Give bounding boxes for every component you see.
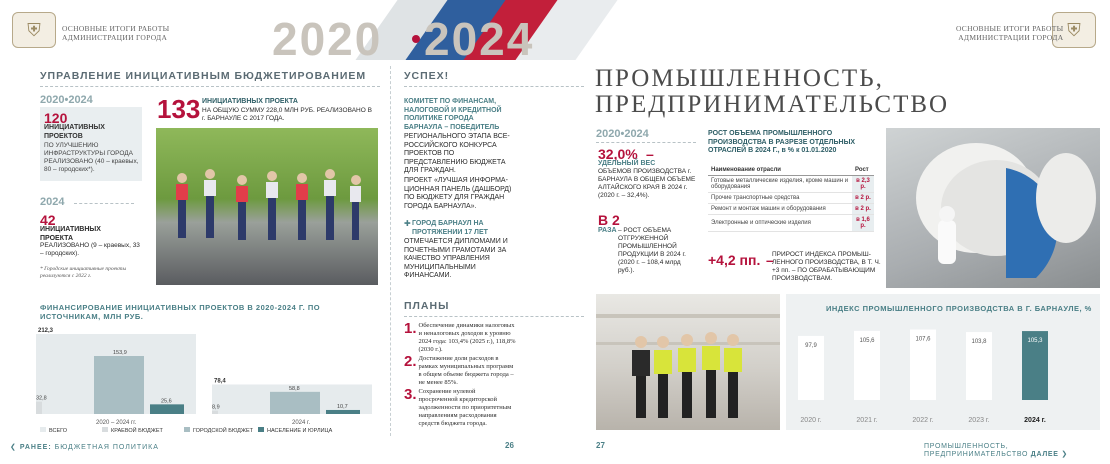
year-dot — [412, 35, 420, 43]
bar-КРАЕВОЙ БЮДЖЕТ — [212, 411, 218, 414]
photo-workers — [596, 294, 780, 430]
bar-total-label: 212,3 — [38, 328, 54, 334]
stat-133-text: НА ОБЩУЮ СУММУ 228,0 МЛН РУБ. РЕАЛИЗОВАНО В г. БАРНАУЛЕ С 2017 ГОДА. — [202, 107, 372, 122]
fin-chart — [34, 326, 374, 436]
success-p1: КОМИТЕТ ПО ФИНАНСАМ, НАЛОГОВОЙ И КРЕДИТНОЙ ПОЛИТИКЕ ГОРОДА БАРНАУЛА – ПОБЕДИТЕЛЬ — [404, 98, 502, 131]
bar-ГОРОДСКОЙ БЮДЖЕТ — [270, 392, 320, 414]
index-year-label: 2024 г. — [1024, 417, 1046, 424]
share-text: ОБЪЕМОВ ПРОИЗВОДСТВА г. БАРНАУЛА В ОБЩЕМ ОБЪЕМЕ АЛТАЙСКОГО КРАЯ В 2024 г. (2020 г. – 32,4%). — [598, 168, 696, 199]
workers-illustration — [596, 294, 780, 430]
bar-total-label: 78,4 — [214, 378, 226, 385]
table-row: Готовые металлические изделия, кроме машин и оборудования в 2,3 р. — [708, 176, 874, 193]
bar-label: 10,7 — [337, 403, 348, 410]
footer-prev-link[interactable]: ❮ РАНЕЕ: БЮДЖЕТНАЯ ПОЛИТИКА — [10, 444, 159, 451]
success-p3a: ГОРОД БАРНАУЛ НА ПРОТЯЖЕНИИ 17 ЛЕТ — [412, 220, 488, 236]
page-number-right: 27 — [596, 441, 605, 450]
stat-133-number: 133 — [157, 94, 201, 124]
industry-table — [708, 165, 874, 232]
index-bar-label: 97,9 — [805, 342, 817, 349]
legend-label: КРАЕВОЙ БЮДЖЕТ — [111, 428, 163, 434]
header-caption-left: ОСНОВНЫЕ ИТОГИ РАБОТЫ АДМИНИСТРАЦИИ ГОРОДА — [62, 24, 170, 42]
stat-42-label: ИНИЦИАТИВНЫХ ПРОЕКТА — [40, 226, 101, 242]
industry-table-title: РОСТ ОБЪЕМА ПРОМЫШЛЕННОГО ПРОИЗВОДСТВА В РАЗРЕЗЕ ОТДЕЛЬНЫХ ОТРАСЛЕЙ В 2024 Г., в % к 01.01.2020 — [708, 130, 856, 155]
legend-swatch — [102, 427, 108, 432]
success-title: УСПЕХ! — [404, 70, 450, 82]
header-caption-right: ОСНОВНЫЕ ИТОГИ РАБОТЫ АДМИНИСТРАЦИИ ГОРОДА — [956, 24, 1064, 42]
photo-factory — [886, 128, 1100, 288]
period-2020-2024: 2020•2024 — [40, 94, 93, 106]
arrow-left-icon: ❮ — [10, 444, 20, 451]
section-title-initiative: УПРАВЛЕНИЕ ИНИЦИАТИВНЫМ БЮДЖЕТИРОВАНИЕМ — [40, 70, 367, 82]
index-chart — [786, 316, 1100, 428]
index-chart-title: ИНДЕКС ПРОМЫШЛЕННОГО ПРОИЗВОДСТВА В Г. БАРНАУЛЕ, % — [826, 304, 1092, 313]
footer-next-link[interactable]: ПРОМЫШЛЕННОСТЬ, ПРЕДПРИНИМАТЕЛЬСТВО ДАЛЕЕ ❯ — [924, 443, 1068, 458]
table-row: Ремонт и монтаж машин и оборудования в 2 р. — [708, 204, 874, 215]
growth-number: +4,2 пп. — [708, 252, 761, 268]
index-year-label: 2020 г. — [800, 417, 822, 424]
plans-list — [404, 322, 516, 428]
index-year-label: 2021 г. — [856, 417, 878, 424]
stat-42-number: 42 — [40, 212, 56, 228]
times-text: – РОСТ ОБЪЕМА ОТГРУЖЕННОЙ ПРОМЫШЛЕННОЙ ПРОДУКЦИИ В 2024 г. (2020 г. – 108,4 млрд руб.). — [618, 227, 686, 274]
plan-item-3: 3. Сохранение нулевой просроченной кредиторской задолженности по приоритетным направлениям расходования средств бюджета города. — [404, 386, 512, 427]
stat-133-label: ИНИЦИАТИВНЫХ ПРОЕКТА — [202, 98, 298, 105]
legend-label: НАСЕЛЕНИЕ И ЮРЛИЦА — [267, 428, 333, 434]
th-industry: Наименование отрасли — [708, 165, 852, 176]
table-row: Электронные и оптические изделия в 1,6 р. — [708, 215, 874, 232]
bar-label: 32,8 — [36, 395, 47, 402]
fin-chart-title: ФИНАНСИРОВАНИЕ ИНИЦИАТИВНЫХ ПРОЕКТОВ В 2020-2024 Г. ПО ИСТОЧНИКАМ, МЛН РУБ. — [40, 303, 321, 321]
years-banner — [0, 0, 1110, 60]
stat-120-label: ИНИЦИАТИВНЫХ ПРОЕКТОВ — [44, 124, 105, 140]
share-label: УДЕЛЬНЫЙ ВЕС — [598, 160, 656, 167]
bar-НАСЕЛЕНИЕ И ЮРЛИЦА — [150, 404, 184, 414]
period-right: 2020•2024 — [596, 128, 649, 140]
big-year-end: 2024 — [424, 13, 535, 60]
stat-120-number: 120 — [44, 110, 68, 126]
growth-dash: – — [766, 252, 774, 268]
index-bar-label: 105,6 — [859, 337, 875, 344]
index-bar-label: 107,6 — [915, 336, 931, 343]
share-dash: – — [646, 146, 654, 162]
legend-swatch — [258, 427, 264, 432]
stat-42-text: РЕАЛИЗОВАНО (9 – краевых, 33 – городских). — [40, 242, 140, 257]
period-2024: 2024 — [40, 196, 65, 208]
plan-item-1: 1. Обеспечение динамики налоговых и неналоговых доходов к уровню 2024 года: 103,4% (2025 г.), 118,8% (2030 г.). — [404, 320, 516, 353]
legend-label: ВСЕГО — [49, 428, 68, 434]
plan-item-2: 2. Достижение доли расходов в рамках муниципальных программ в общем объеме бюджета города – не менее 85%. — [404, 353, 514, 386]
bar-label: 8,9 — [212, 404, 220, 411]
success-p1b: РЕГИОНАЛЬНОГО ЭТАПА ВСЕ-РОССИЙСКОГО КОНКУРСА ПРОЕКТОВ ПО ПРЕДСТАВЛЕНИЮ БЮДЖЕТА ДЛЯ ГРАЖДАН. — [404, 133, 510, 175]
legend-swatch — [184, 427, 190, 432]
footnote: * Городские инициативные проекты реализуются с 2022 г. — [40, 266, 127, 279]
photo-exercise — [156, 128, 378, 285]
stat-120-text: ПО УЛУЧШЕНИЮ ИНФРАСТРУКТУРЫ ГОРОДА РЕАЛИЗОВАНО (40 – краевых, 80 – городских*). — [44, 142, 139, 173]
plans-title: ПЛАНЫ — [404, 300, 450, 312]
th-growth: Рост — [852, 165, 874, 176]
factory-machine-illustration — [886, 128, 1100, 288]
bar-КРАЕВОЙ БЮДЖЕТ — [36, 402, 42, 414]
index-bar-label: 103,8 — [971, 339, 987, 346]
category-label: 2024 г. — [292, 420, 311, 426]
city-emblem-left: ⛨ — [12, 12, 56, 48]
share-number: 32,0% — [598, 146, 638, 162]
index-year-label: 2023 г. — [968, 417, 990, 424]
index-bar-label: 105,3 — [1027, 338, 1043, 345]
bar-НАСЕЛЕНИЕ И ЮРЛИЦА — [326, 410, 360, 414]
bar-label: 58,8 — [289, 385, 300, 392]
star-icon: ✚ — [404, 219, 411, 228]
growth-text: ПРИРОСТ ИНДЕКСА ПРОМЫШ-ЛЕННОГО ПРОИЗВОДСТВА, В Т. Ч. +3 пп. – ПО ОБРАБАТЫВАЮЩИМ ПРОИЗВОДСТВАМ. — [772, 251, 881, 282]
bar-ГОРОДСКОЙ БЮДЖЕТ — [94, 356, 144, 414]
page-title: ПРОМЫШЛЕННОСТЬ, ПРЕДПРИНИМАТЕЛЬСТВО — [595, 65, 950, 118]
times-label: РАЗА — [598, 227, 617, 234]
arrow-right-icon: ❯ — [1058, 451, 1068, 458]
page-number-left: 26 — [505, 441, 514, 450]
table-row: Прочие транспортные средства в 2 р. — [708, 193, 874, 204]
index-year-label: 2022 г. — [912, 417, 934, 424]
times-number: В 2 — [598, 212, 620, 228]
legend-swatch — [40, 427, 46, 432]
bar-label: 153,9 — [113, 350, 127, 357]
people-exercise-illustration — [156, 128, 378, 285]
success-p2: ПРОЕКТ «ЛУЧШАЯ ИНФОРМА-ЦИОННАЯ ПАНЕЛЬ (ДАШБОРД) ПО БЮДЖЕТУ ДЛЯ ГРАЖДАН ГОРОДА БАРНАУЛА». — [404, 177, 512, 210]
category-label: 2020 – 2024 гг. — [96, 420, 137, 426]
big-year-start: 2020 — [272, 13, 383, 60]
legend-label: ГОРОДСКОЙ БЮДЖЕТ — [193, 428, 254, 434]
success-p3b: ОТМЕЧАЕТСЯ ДИПЛОМАМИ И ПОЧЕТНЫМИ ГРАМОТАМИ ЗА КАЧЕСТВО УПРАВЛЕНИЯ МУНИЦИПАЛЬНЫМИ ФИНАНСАМИ. — [404, 238, 508, 280]
city-emblem-right: ⛨ — [1052, 12, 1096, 48]
bar-label: 25,6 — [161, 398, 172, 405]
